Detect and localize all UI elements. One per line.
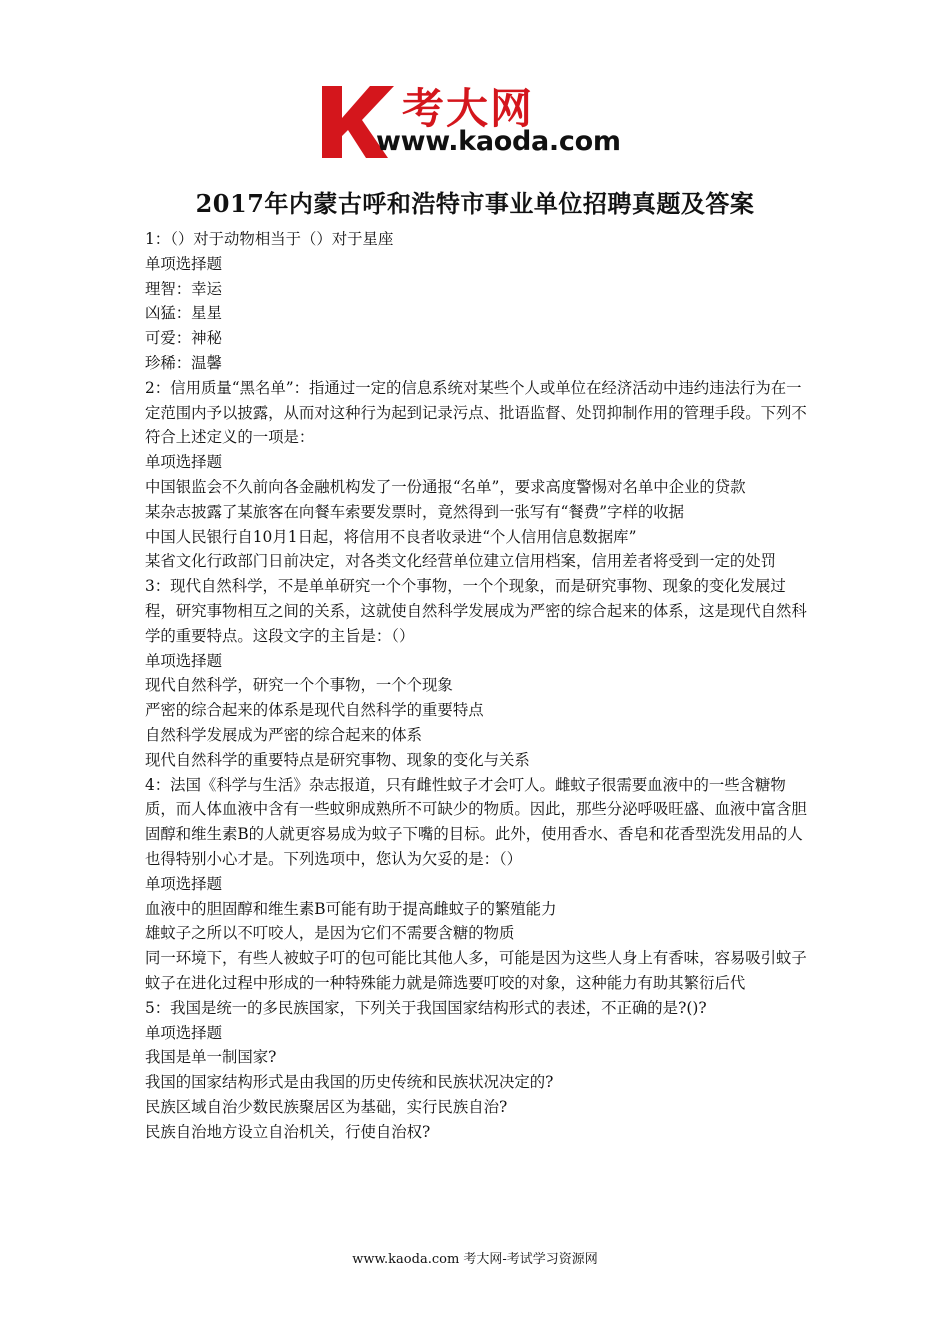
- text-line: 5：我国是统一的多民族国家，下列关于我国国家结构形式的表述，不正确的是?()?: [145, 998, 707, 1017]
- document-body: [145, 227, 813, 1144]
- text-line: 可爱：神秘: [145, 329, 222, 348]
- text-line: 1：（）对于动物相当于（）对于星座: [145, 230, 394, 248]
- text-line: 凶猛：星星: [145, 304, 222, 323]
- text-line: 理智：幸运: [145, 279, 222, 298]
- text-line: 单项选择题: [145, 651, 222, 670]
- text-line: 自然科学发展成为严密的综合起来的体系: [145, 725, 423, 744]
- text-line: 现代自然科学，研究一个个事物，一个个现象: [145, 676, 453, 695]
- text-line: 同一环境下，有些人被蚊子叮的包可能比其他人多，可能是因为这些人身上有香味，容易吸引蚊子: [145, 949, 807, 968]
- text-line: 单项选择题: [145, 254, 222, 273]
- text-line: 某省文化行政部门日前决定，对各类文化经营单位建立信用档案，信用差者将受到一定的处罚: [145, 552, 777, 571]
- text-line: 3：现代自然科学，不是单单研究一个个事物，一个个现象，而是研究事物、现象的变化发展过程，研究事物相互之间的关系，这就使自然科学发展成为严密的综合起来的体系，这是现代自然科学的重要特点。这段文字的主旨是：（）: [145, 577, 807, 645]
- text-line: 民族自治地方设立自治机关，行使自治权?: [145, 1122, 431, 1141]
- text-line: 雄蚊子之所以不叮咬人，是因为它们不需要含糖的物质: [145, 924, 515, 943]
- text-line: 我国的国家结构形式是由我国的历史传统和民族状况决定的?: [145, 1073, 554, 1092]
- text-line: 单项选择题: [145, 453, 222, 472]
- text-line: 2：信用质量“黑名单”：指通过一定的信息系统对某些个人或单位在经济活动中违约违法行为在一定范围内予以披露，从而对这种行为起到记录污点、批语监督、处罚抑制作用的管理手段。下列不符合上述定义的一项是：: [145, 378, 807, 447]
- text-line: 严密的综合起来的体系是现代自然科学的重要特点: [145, 701, 484, 720]
- text-line: 中国人民银行自10月1日起，将信用不良者收录进“个人信用信息数据库”: [145, 527, 637, 546]
- logo-url-text: www.kaoda.com: [376, 126, 621, 157]
- text-line: 单项选择题: [145, 874, 222, 893]
- text-line: 中国银监会不久前向各金融机构发了一份通报“名单”，要求高度警惕对名单中企业的贷款: [145, 477, 746, 496]
- text-line: 现代自然科学的重要特点是研究事物、现象的变化与关系: [145, 750, 530, 769]
- page-footer: www.kaoda.com 考大网-考试学习资源网: [352, 1252, 598, 1267]
- page-title: 2017年内蒙古呼和浩特市事业单位招聘真题及答案: [195, 189, 755, 218]
- text-line: 单项选择题: [145, 1023, 222, 1042]
- text-line: 4：法国《科学与生活》杂志报道，只有雌性蚊子才会叮人。雌蚊子很需要血液中的一些含糖物质，而人体血液中含有一些蚊卵成熟所不可缺少的物质。因此，那些分泌呼吸旺盛、血液中富含胆固醇和维生素B的人就更容易成为蚊子下嘴的目标。此外，使用香水、香皂和花香型洗发用品的人也得特别小心才是。下列选项中，您认为欠妥的是：（）: [145, 775, 807, 868]
- text-line: 珍稀：温馨: [145, 353, 222, 372]
- logo-brand-text: 考大网: [402, 84, 535, 133]
- text-line: 血液中的胆固醇和维生素B可能有助于提高雌蚊子的繁殖能力: [145, 899, 557, 918]
- text-line: 民族区域自治少数民族聚居区为基础，实行民族自治?: [145, 1097, 508, 1116]
- text-line: 蚊子在进化过程中形成的一种特殊能力就是筛选要叮咬的对象，这种能力有助其繁衍后代: [145, 973, 746, 992]
- text-line: 我国是单一制国家?: [145, 1048, 277, 1067]
- text-line: 某杂志披露了某旅客在向餐车索要发票时，竟然得到一张写有“餐费”字样的收据: [145, 502, 685, 521]
- site-logo: [318, 80, 638, 162]
